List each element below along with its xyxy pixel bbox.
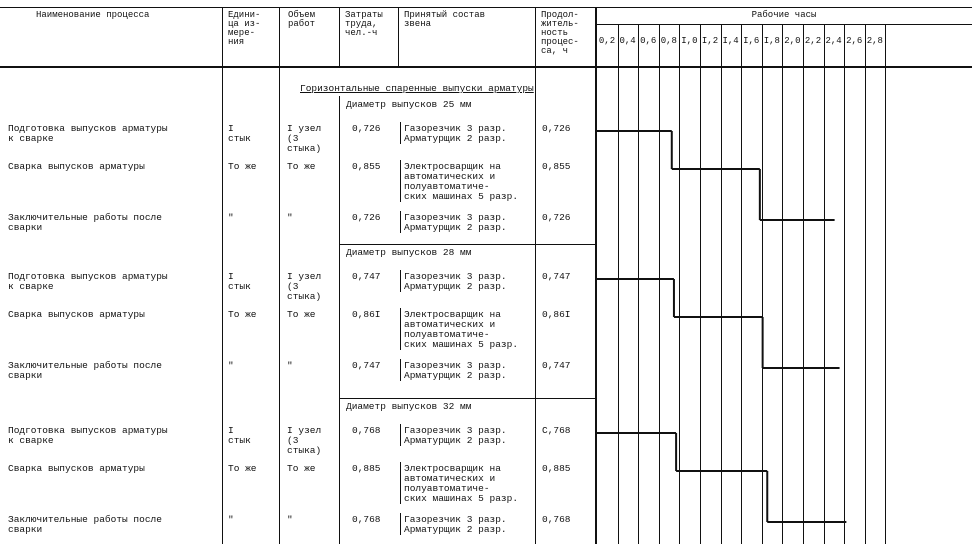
- header-labor: Затраты труда, чел.-ч: [345, 10, 383, 38]
- duration-cell: 0,747: [542, 271, 571, 282]
- crew-cell: Газорезчик 3 разр. Арматурщик 2 разр.: [404, 212, 507, 233]
- unit-cell: I стык: [228, 271, 251, 292]
- process-name: Заключительные работы после сварки: [8, 212, 162, 233]
- process-name: Подготовка выпусков арматуры к сварке: [8, 123, 168, 144]
- crew-cell: Газорезчик 3 разр. Арматурщик 2 разр.: [404, 123, 507, 144]
- process-name: Сварка выпусков арматуры: [8, 309, 145, 320]
- volume-cell: ": [287, 514, 293, 525]
- unit-cell: ": [228, 212, 234, 223]
- unit-cell: ": [228, 514, 234, 525]
- crew-cell: Газорезчик 3 разр. Арматурщик 2 разр.: [404, 271, 507, 292]
- labor-cell: 0,726: [352, 123, 381, 134]
- duration-cell: 0,747: [542, 360, 571, 371]
- duration-cell: 0,855: [542, 161, 571, 172]
- hours-tick-label: 2,4: [825, 36, 842, 46]
- hours-tick-label: 2,2: [804, 36, 822, 46]
- hours-tick-label: I,2: [701, 36, 719, 46]
- crew-cell: Электросварщик на автоматических и полуавтоматиче- ских машинах 5 разр.: [404, 161, 519, 202]
- unit-cell: То же: [228, 463, 257, 474]
- hours-tick-label: 0,4: [619, 36, 636, 46]
- hours-tick-label: 2,8: [866, 36, 883, 46]
- labor-cell: 0,855: [352, 161, 381, 172]
- labor-cell: 0,885: [352, 463, 381, 474]
- group-title: Диаметр выпусков 25 мм: [346, 99, 472, 110]
- group-title: Диаметр выпусков 28 мм: [346, 247, 472, 258]
- hours-tick-label: 2,6: [846, 36, 863, 46]
- volume-cell: I узел (3 стыка): [287, 425, 322, 456]
- labor-cell: 0,726: [352, 212, 381, 223]
- hours-tick-label: 0,6: [640, 36, 657, 46]
- crew-cell: Газорезчик 3 разр. Арматурщик 2 разр.: [404, 514, 507, 535]
- duration-cell: С,768: [542, 425, 571, 436]
- duration-cell: 0,86I: [542, 309, 571, 320]
- volume-cell: ": [287, 360, 293, 371]
- unit-cell: То же: [228, 161, 257, 172]
- section-title: Горизонтальные спаренные выпуски арматуры: [300, 83, 534, 94]
- volume-cell: То же: [287, 463, 316, 474]
- duration-cell: 0,726: [542, 212, 571, 223]
- labor-cell: 0,747: [352, 360, 381, 371]
- process-name: Подготовка выпусков арматуры к сварке: [8, 271, 168, 292]
- crew-cell: Газорезчик 3 разр. Арматурщик 2 разр.: [404, 425, 507, 446]
- crew-cell: Электросварщик на автоматических и полуавтоматиче- ских машинах 5 разр.: [404, 309, 519, 350]
- process-name: Сварка выпусков арматуры: [8, 463, 145, 474]
- labor-cell: 0,86I: [352, 309, 381, 320]
- hours-tick-label: 0,2: [598, 36, 616, 46]
- unit-cell: I стык: [228, 425, 251, 446]
- volume-cell: То же: [287, 309, 316, 320]
- unit-cell: ": [228, 360, 234, 371]
- duration-cell: 0,885: [542, 463, 571, 474]
- hours-tick-label: I,4: [722, 36, 739, 46]
- header-duration: Продол- житель- ность процес- са, ч: [541, 10, 579, 56]
- process-name: Заключительные работы после сварки: [8, 514, 162, 535]
- header-working-hours: Рабочие часы: [751, 10, 817, 20]
- volume-cell: I узел (3 стыка): [287, 271, 322, 302]
- group-title: Диаметр выпусков 32 мм: [346, 401, 472, 412]
- hours-tick-label: I,8: [763, 36, 780, 46]
- unit-cell: I стык: [228, 123, 251, 144]
- volume-cell: I узел (3 стыка): [287, 123, 322, 154]
- hours-tick-label: 0,8: [660, 36, 677, 46]
- hours-tick-label: I,0: [681, 36, 698, 46]
- process-name: Сварка выпусков арматуры: [8, 161, 145, 172]
- header-volume: Объем работ: [288, 10, 316, 29]
- duration-cell: 0,726: [542, 123, 571, 134]
- header-name: Наименование процесса: [36, 10, 150, 20]
- volume-cell: То же: [287, 161, 316, 172]
- labor-cell: 0,768: [352, 514, 381, 525]
- crew-cell: Электросварщик на автоматических и полуавтоматиче- ских машинах 5 разр.: [404, 463, 519, 504]
- hours-tick-label: 2,0: [784, 36, 801, 46]
- duration-cell: 0,768: [542, 514, 571, 525]
- labor-cell: 0,747: [352, 271, 381, 282]
- unit-cell: То же: [228, 309, 257, 320]
- labor-cell: 0,768: [352, 425, 381, 436]
- crew-cell: Газорезчик 3 разр. Арматурщик 2 разр.: [404, 360, 507, 381]
- process-name: Подготовка выпусков арматуры к сварке: [8, 425, 168, 446]
- volume-cell: ": [287, 212, 293, 223]
- header-crew: Принятый состав звена: [404, 10, 486, 29]
- hours-tick-label: I,6: [743, 36, 760, 46]
- header-unit: Едини- ца из- мере- ния: [228, 10, 261, 47]
- process-name: Заключительные работы после сварки: [8, 360, 162, 381]
